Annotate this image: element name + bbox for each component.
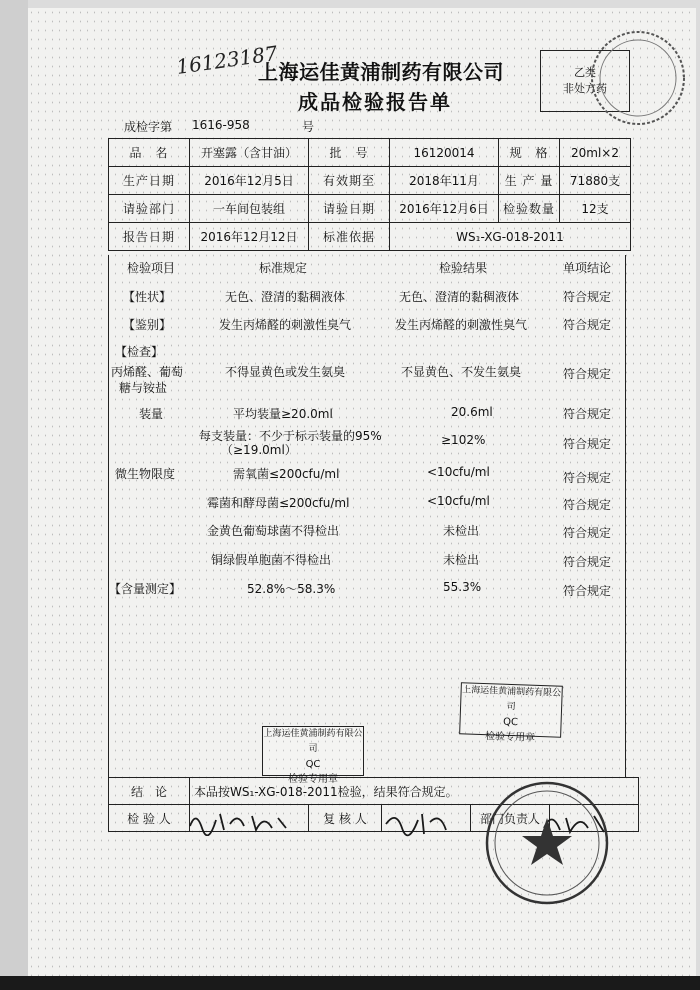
spec-value: 20ml×2 — [560, 139, 631, 167]
scan-margin-left — [0, 0, 28, 976]
result-conclusion: 符合规定 — [563, 498, 612, 512]
cert-no-suffix: 号 — [302, 120, 315, 134]
result-item: 微生物限度 — [115, 467, 176, 481]
spec-label: 规 格 — [499, 139, 560, 167]
sample-value: 12支 — [560, 195, 631, 223]
result-item: 【鉴别】 — [123, 318, 172, 332]
otc-class-line1: 乙类 — [574, 66, 596, 79]
result-standard: 平均装量≥20.0ml — [233, 407, 333, 421]
qc-stamp-right-text: 检验专用章 — [484, 731, 536, 744]
expiry-label: 有效期至 — [309, 167, 390, 195]
scan-margin-bottom — [0, 976, 700, 990]
col-conclusion-header: 单项结论 — [563, 261, 612, 275]
batch-label: 批 号 — [309, 139, 390, 167]
col-item-header: 检验项目 — [127, 261, 176, 275]
dept-value: 一车间包装组 — [190, 195, 309, 223]
result-conclusion: 符合规定 — [563, 471, 612, 485]
result-value: 无色、澄清的黏稠液体 — [399, 290, 520, 304]
dept-label: 请验部门 — [109, 195, 190, 223]
handwritten-number: 16123187 — [174, 41, 279, 79]
qc-stamp-center — [262, 726, 364, 785]
result-conclusion: 符合规定 — [563, 367, 612, 381]
cert-no-label: 成检字第 — [124, 120, 173, 134]
result-value: 发生丙烯醛的刺激性臭气 — [395, 318, 528, 332]
result-conclusion: 符合规定 — [563, 290, 612, 304]
company-name: 上海运佳黄浦制药有限公司 — [258, 60, 504, 84]
qc-stamp-right-company: 上海运佳黄浦制药有限公司 — [461, 685, 562, 713]
result-standard: 发生丙烯醛的刺激性臭气 — [219, 318, 352, 332]
result-item: 【含量测定】 — [109, 582, 182, 596]
result-conclusion: 符合规定 — [563, 555, 612, 569]
result-item: 【检查】 — [115, 345, 164, 359]
qc-stamp-center-company: 上海运佳黄浦制药有限公司 — [263, 729, 363, 754]
result-item: 装量 — [139, 407, 164, 421]
dept-head-label: 部门负责人 — [471, 805, 550, 832]
expiry-value: 2018年11月 — [390, 167, 499, 195]
result-value: ≥102% — [441, 433, 486, 447]
result-value: 55.3% — [443, 580, 482, 594]
col-result-header: 检验结果 — [439, 261, 488, 275]
result-value: 不显黄色、不发生氨臭 — [401, 365, 522, 379]
product-value: 开塞露（含甘油） — [190, 139, 309, 167]
result-standard: 每支装量：不少于标示装量的95% — [199, 429, 382, 443]
result-value: <10cfu/ml — [427, 465, 490, 479]
conclusion-label: 结 论 — [109, 778, 190, 805]
conclusion-value: 本品按WS₁-XG-018-2011检验，结果符合规定。 — [190, 778, 639, 805]
result-conclusion: 符合规定 — [563, 526, 612, 540]
report-date-value: 2016年12月12日 — [190, 223, 309, 251]
inspector-label: 检 验 人 — [109, 805, 190, 832]
otc-class-line2: 非处方药 — [563, 82, 607, 95]
standard-value: WS₁-XG-018-2011 — [390, 223, 631, 251]
cert-no-value: 1616-958 — [192, 118, 250, 132]
result-conclusion: 符合规定 — [563, 584, 612, 598]
result-item-line2: 糖与铵盐 — [119, 381, 168, 395]
qty-value: 71880支 — [560, 167, 631, 195]
result-item: 【性状】 — [123, 290, 172, 304]
col-standard-header: 标准规定 — [259, 261, 308, 275]
qc-stamp-center-qc: QC — [305, 759, 321, 770]
prod-date-value: 2016年12月5日 — [190, 167, 309, 195]
result-standard: 无色、澄清的黏稠液体 — [225, 290, 346, 304]
result-value: 未检出 — [443, 524, 480, 538]
result-conclusion: 符合规定 — [563, 407, 612, 421]
result-value: 未检出 — [443, 553, 480, 567]
result-conclusion: 符合规定 — [563, 437, 612, 451]
result-standard: 铜绿假单胞菌不得检出 — [211, 553, 332, 567]
round-seal-top-icon — [588, 28, 688, 128]
company-round-seal-icon — [482, 778, 612, 908]
prod-date-label: 生产日期 — [109, 167, 190, 195]
reviewer-signature-icon — [382, 808, 452, 838]
result-standard: 52.8%～58.3% — [247, 582, 336, 596]
result-value: <10cfu/ml — [427, 494, 490, 508]
result-standard-line2: （≥19.0ml） — [221, 443, 297, 457]
qc-stamp-center-text: 检验专用章 — [288, 774, 338, 785]
result-standard: 不得显黄色或发生氨臭 — [225, 365, 346, 379]
reviewer-label: 复 核 人 — [309, 805, 382, 832]
qc-stamp-right-qc: QC — [502, 716, 519, 729]
standard-label: 标准依据 — [309, 223, 390, 251]
result-item: 丙烯醛、葡萄 — [111, 365, 184, 379]
inspector-signature-icon — [186, 806, 296, 836]
result-standard: 需氧菌≤200cfu/ml — [233, 467, 340, 481]
req-date-label: 请验日期 — [309, 195, 390, 223]
result-conclusion: 符合规定 — [563, 318, 612, 332]
result-standard: 霉菌和酵母菌≤200cfu/ml — [207, 496, 350, 510]
result-standard: 金黄色葡萄球菌不得检出 — [207, 524, 340, 538]
req-date-value: 2016年12月6日 — [390, 195, 499, 223]
report-title: 成品检验报告单 — [298, 90, 452, 114]
sample-label: 检验数量 — [499, 195, 560, 223]
batch-value: 16120014 — [390, 139, 499, 167]
product-label: 品 名 — [109, 139, 190, 167]
report-date-label: 报告日期 — [109, 223, 190, 251]
qty-label: 生 产 量 — [499, 167, 560, 195]
product-info-table — [108, 138, 631, 251]
result-value: 20.6ml — [451, 405, 493, 419]
qc-stamp-right — [459, 682, 563, 744]
